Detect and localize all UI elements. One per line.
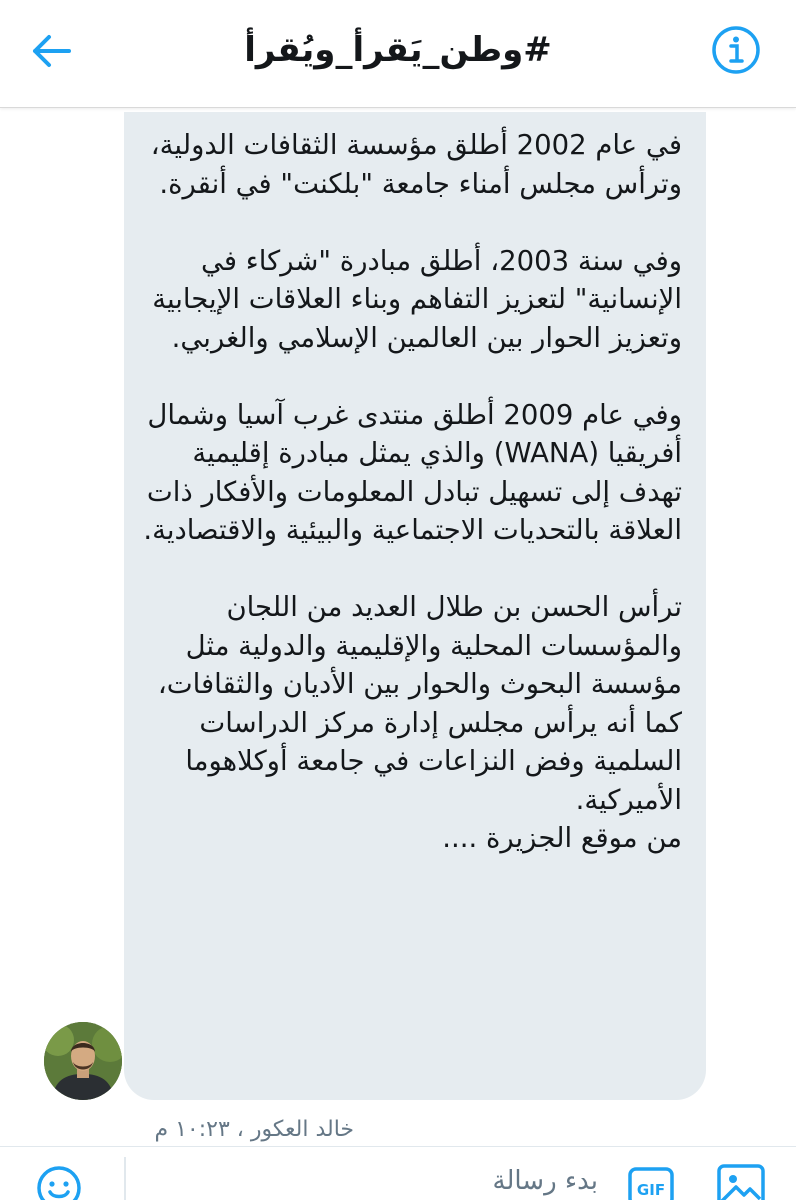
- message-paragraph: وفي سنة 2003، أطلق مبادرة "شركاء في الإنسانية" لتعزيز التفاهم وبناء العلاقات الإيجابية وتعزيز الحوار بين العالمين الإسلامي والغربي.: [143, 244, 682, 354]
- gif-button[interactable]: [628, 1167, 674, 1200]
- message-text: [138, 126, 682, 858]
- conversation-header: [0, 0, 796, 108]
- message-paragraph: وفي عام 2009 أطلق منتدى غرب آسيا وشمال أفريقيا (WANA) والذي يمثل مبادرة إقليمية تهدف إلى تسهيل تبادل المعلومات والأفكار ذات العلاقة بالتحديات الاجتماعية والبيئية والاقتصادية.: [138, 398, 682, 546]
- message-input[interactable]: [124, 1157, 608, 1200]
- image-icon: [716, 1163, 766, 1200]
- back-button[interactable]: [26, 26, 76, 76]
- message-composer: [0, 1146, 796, 1200]
- info-icon: [710, 24, 762, 76]
- image-button[interactable]: [716, 1163, 766, 1200]
- message-bubble[interactable]: [124, 112, 706, 1100]
- gif-label: GIF: [636, 1181, 666, 1199]
- message-paragraph: في عام 2002 أطلق مؤسسة الثقافات الدولية، وترأس مجلس أمناء جامعة "بلكنت" في أنقرة.: [142, 129, 682, 200]
- emoji-button[interactable]: [36, 1165, 82, 1200]
- emoji-icon: [36, 1165, 82, 1200]
- arrow-left-icon: [31, 34, 71, 68]
- message-meta: خالد العكور ، ١٠:٢٣ م: [154, 1117, 354, 1142]
- conversation-title: #وطن_يَقرأ_ويُقرأ: [244, 30, 552, 70]
- avatar-photo-icon: [44, 1022, 122, 1100]
- message-paragraph: ترأس الحسن بن طلال العديد من اللجان والمؤسسات المحلية والإقليمية والدولية مثل مؤسسة البحوث والحوار بين الأديان والثقافات، كما أنه يرأس مجلس إدارة مركز الدراسات السلمية وفض النزاعات في جامعة أوكلاهوما الأميركية. من موقع الجزيرة ....: [157, 591, 682, 854]
- info-button[interactable]: [708, 22, 764, 78]
- gif-icon: [628, 1167, 674, 1200]
- avatar[interactable]: [44, 1022, 122, 1100]
